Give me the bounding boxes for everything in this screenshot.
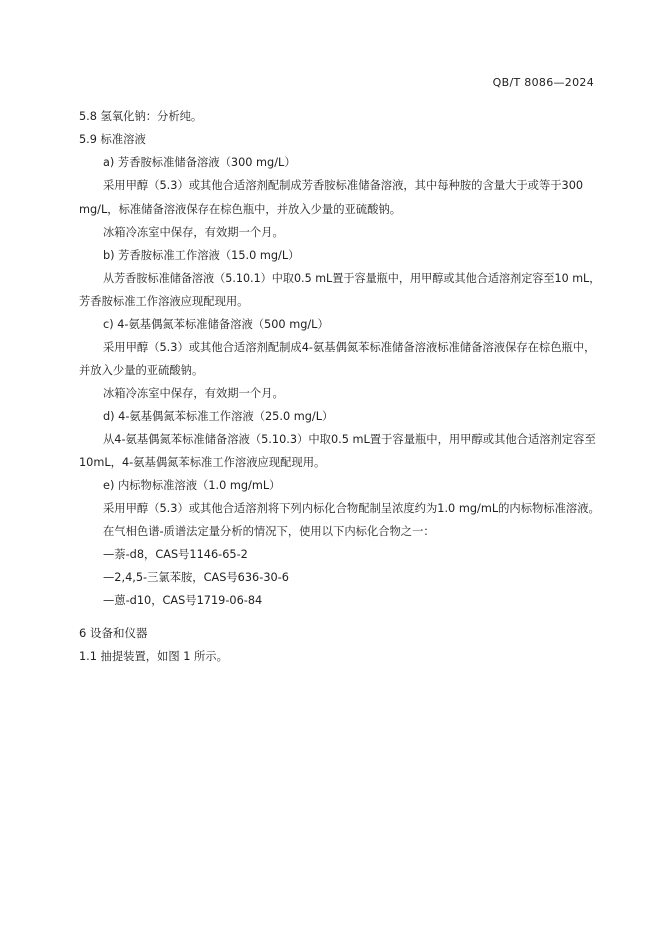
internal-standard-3: —蒽-d10，CAS号1719-06-84 [103, 594, 263, 607]
item-c-title: c) 4-氨基偶氮苯标准储备溶液（500 mg/L） [103, 318, 329, 331]
item-a-text-1: 采用甲醇（5.3）或其他合适溶剂配制成芳香胺标准储备溶液，其中每种胺的含量大于或等于300 [103, 179, 584, 192]
clause-1-1: 1.1 抽提装置，如图 1 所示。 [79, 650, 228, 663]
internal-standard-2: —2,4,5-三氯苯胺，CAS号636-30-6 [103, 571, 289, 584]
item-a-text-2: mg/L，标准储备溶液保存在棕色瓶中，并放入少量的亚硫酸钠。 [79, 203, 401, 216]
item-c-text-1: 采用甲醇（5.3）或其他合适溶剂配制成4-氨基偶氮苯标准储备溶液标准储备溶液保存在棕色瓶中， [103, 341, 596, 354]
item-b-text-2: 芳香胺标准工作溶液应现配现用。 [79, 295, 249, 308]
item-e-title: e) 内标物标准溶液（1.0 mg/mL） [103, 479, 281, 492]
section-6-title: 6 设备和仪器 [79, 626, 148, 640]
clause-5-8: 5.8 氢氧化钠：分析纯。 [79, 110, 203, 123]
item-e-text-1: 采用甲醇（5.3）或其他合适溶剂将下列内标化合物配制呈浓度约为1.0 mg/mL的内标物标准溶液。 [103, 502, 600, 515]
clause-5-9-title: 5.9 标准溶液 [79, 133, 146, 146]
standard-code: QB/T 8086—2024 [492, 76, 594, 89]
item-b-text-1: 从芳香胺标准储备溶液（5.10.1）中取0.5 mL置于容量瓶中，用甲醇或其他合适溶剂定容至10 mL， [103, 272, 601, 285]
item-d-text-1: 从4-氨基偶氮苯标准储备溶液（5.10.3）中取0.5 mL置于容量瓶中，用甲醇或其他合适溶剂定容至 [103, 433, 596, 446]
item-a-title: a) 芳香胺标准储备溶液（300 mg/L） [103, 156, 296, 169]
item-c-storage: 冰箱冷冻室中保存，有效期一个月。 [103, 387, 284, 400]
internal-standard-1: —萘-d8，CAS号1146-65-2 [103, 548, 248, 561]
item-c-text-2: 并放入少量的亚硫酸钠。 [79, 364, 204, 377]
item-a-storage: 冰箱冷冻室中保存，有效期一个月。 [103, 226, 284, 239]
item-d-title: d) 4-氨基偶氮苯标准工作溶液（25.0 mg/L） [103, 410, 334, 423]
item-e-text-2: 在气相色谱-质谱法定量分析的情况下，使用以下内标化合物之一： [103, 525, 435, 538]
item-d-text-2: 10mL，4-氨基偶氮苯标准工作溶液应现配现用。 [79, 456, 326, 469]
item-b-title: b) 芳香胺标准工作溶液（15.0 mg/L） [103, 249, 300, 262]
